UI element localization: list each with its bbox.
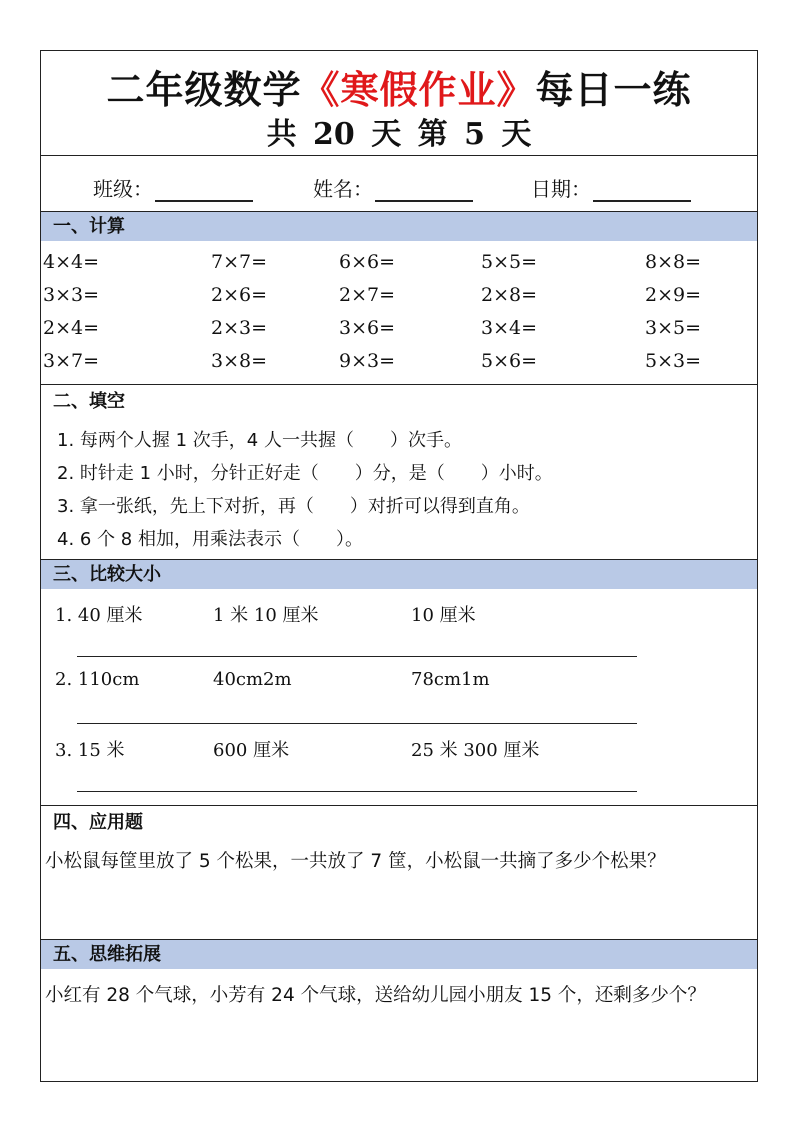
calc-item: 6×6= — [339, 251, 396, 273]
apply-question: 小松鼠每筐里放了 5 个松果，一共放了 7 筐，小松鼠一共摘了多少个松果？ — [45, 851, 666, 872]
calc-item: 8×8= — [645, 251, 702, 273]
compare-item: 3. 15 米 — [55, 740, 125, 761]
class-field[interactable] — [93, 173, 253, 202]
compare-item: 2. 110cm — [55, 669, 140, 690]
date-label: 日期： — [531, 177, 591, 201]
name-blank[interactable] — [375, 180, 473, 202]
fill-item-4: 4. 6 个 8 相加，用乘法表示（ ）。 — [57, 529, 363, 550]
name-field[interactable] — [313, 173, 473, 202]
think-question: 小红有 28 个气球，小芳有 24 个气球，送给幼儿园小朋友 15 个，还剩多少个？ — [45, 985, 706, 1006]
calc-item: 2×8= — [481, 284, 538, 306]
fill-item-3: 3. 拿一张纸，先上下对折，再（ ）对折可以得到直角。 — [57, 496, 530, 517]
calc-item: 3×8= — [211, 350, 268, 372]
calc-item: 4×4= — [43, 251, 100, 273]
date-blank[interactable] — [593, 180, 691, 202]
fill-item-1: 1. 每两个人握 1 次手，4 人一共握（ ）次手。 — [57, 430, 462, 451]
section-compare-header: 三、比较大小 — [41, 559, 757, 589]
name-label: 姓名： — [313, 177, 373, 201]
calc-item: 2×7= — [339, 284, 396, 306]
compare-item: 1 米 10 厘米 — [213, 605, 319, 626]
section-calc-header: 一、计算 — [41, 211, 757, 241]
compare-item: 25 米 300 厘米 — [411, 740, 540, 761]
compare-item: 40cm2m — [213, 669, 292, 690]
calc-item: 3×7= — [43, 350, 100, 372]
calc-item: 2×4= — [43, 317, 100, 339]
calc-item: 5×5= — [481, 251, 538, 273]
calc-item: 2×3= — [211, 317, 268, 339]
calc-item: 2×9= — [645, 284, 702, 306]
page-subtitle: 共 20 天 第 5 天 — [266, 117, 532, 152]
worksheet — [40, 50, 758, 1082]
section-apply-header: 四、应用题 — [41, 805, 757, 839]
section-fill-header: 二、填空 — [41, 384, 757, 418]
student-info-row — [41, 155, 757, 211]
calc-item: 9×3= — [339, 350, 396, 372]
calc-item: 3×3= — [43, 284, 100, 306]
compare-item: 10 厘米 — [411, 605, 476, 626]
calc-item: 5×3= — [645, 350, 702, 372]
fill-item-2: 2. 时针走 1 小时，分针正好走（ ）分，是（ ）小时。 — [57, 463, 553, 484]
calc-item: 3×4= — [481, 317, 538, 339]
class-label: 班级： — [93, 177, 153, 201]
section-think-header: 五、思维拓展 — [41, 939, 757, 969]
title-accent: 《寒假作业》 — [301, 68, 536, 112]
class-blank[interactable] — [155, 180, 253, 202]
compare-answer-line[interactable] — [77, 791, 637, 792]
calc-item: 7×7= — [211, 251, 268, 273]
page-title — [41, 59, 757, 114]
calc-item: 3×6= — [339, 317, 396, 339]
title-suffix: 每日一练 — [535, 68, 692, 112]
calc-item: 2×6= — [211, 284, 268, 306]
compare-item: 1. 40 厘米 — [55, 605, 143, 626]
compare-answer-line[interactable] — [77, 723, 637, 724]
title-prefix: 二年级数学 — [106, 68, 302, 112]
date-field[interactable] — [531, 173, 691, 202]
compare-item: 78cm1m — [411, 669, 490, 690]
worksheet-header — [41, 51, 757, 156]
calc-item: 5×6= — [481, 350, 538, 372]
compare-answer-line[interactable] — [77, 656, 637, 657]
calc-item: 3×5= — [645, 317, 702, 339]
compare-item: 600 厘米 — [213, 740, 290, 761]
